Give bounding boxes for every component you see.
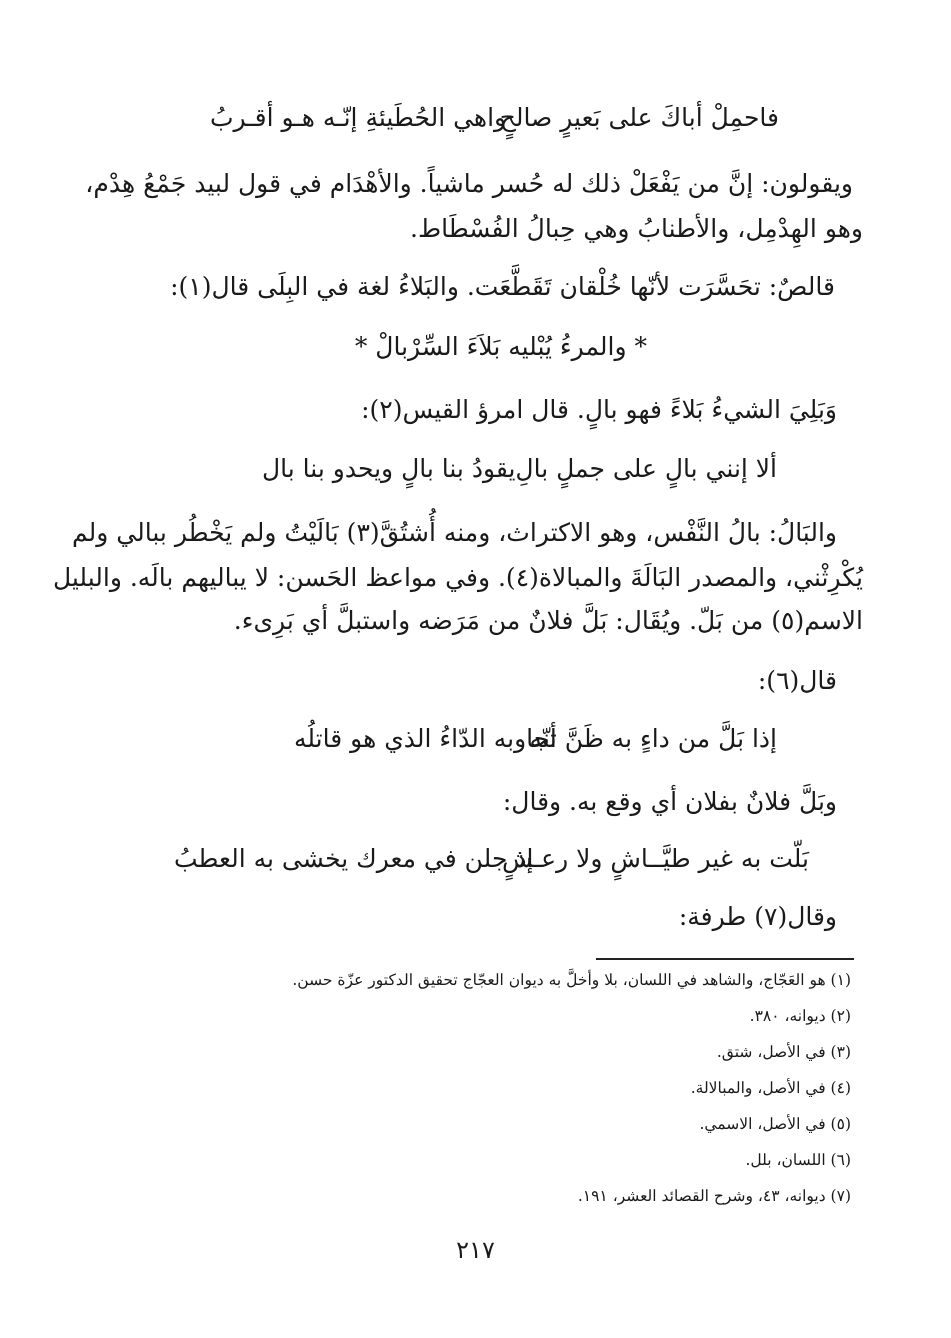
paragraph-line-5: وَبَلِيَ الشيءُ بَلاءً فهو بالٍ. قال امرؤ القيس(٢): (361, 395, 837, 424)
paragraph-line-3: قالصٌ: تحَسَّرَت لأنّها خُلْقان تَقَطَّعَت. والبَلاءُ لغة في البِلَى قال(١): (170, 272, 835, 301)
paragraph-line-10: وبَلَّ فلانٌ بفلان أي وقع به. وقال: (502, 787, 837, 816)
rajaz-verse: * والمرءُ يُبْليه بَلاَءَ السِّرْبالْ * (354, 332, 647, 361)
paragraph-line-9: قال(٦): (757, 666, 837, 695)
verse-3-first-hemistich: إذا بَلَّ من داءٍ به ظَنَّ أنّه (529, 724, 777, 753)
paragraph-line-11: وقال(٧) طرفة: (678, 902, 837, 931)
verse-4-second-hemistich: إذ جلن في معرك يخشى به العطبُ (174, 844, 534, 873)
verse-1-first-hemistich: فاحمِلْ أباكَ على بَعيرٍ صالحٍ (499, 103, 779, 132)
footnote-separator (596, 958, 854, 960)
paragraph-line-6: والبَالُ: بالُ النَّفْس، وهو الاكتراث، ومنه أُشتُقَّ(٣) بَالَيْتُ ولم يَخْطُر ببالي ولم (72, 518, 837, 547)
footnote-5: (٥) في الأصل، الاسمي. (699, 1115, 851, 1133)
verse-2-second-hemistich: يقودُ بنا بالٍ ويحدو بنا بال (262, 454, 516, 483)
footnote-4: (٤) في الأصل، والمبالالة. (690, 1079, 851, 1097)
footnote-7: (٧) ديوانه، ٤٣، وشرح القصائد العشر، ١٩١. (577, 1187, 851, 1205)
paragraph-line-1: ويقولون: إنَّ من يَفْعَلْ ذلك له حُسر ماشياً. والأهْدَام في قول لبيد جَمْعُ هِدْم، (85, 169, 853, 198)
footnote-3: (٣) في الأصل، شتق. (716, 1043, 851, 1061)
verse-1-second-hemistich: واهي الحُطَيئةِ إنّـه هـو أقـربُ (210, 103, 507, 132)
verse-4-first-hemistich: بَلّت به غير طيَّــاشٍ ولا رعـشٍ (501, 844, 809, 873)
verse-3-second-hemistich: تجاوبه الدّاءُ الذي هو قاتلُه (294, 724, 557, 753)
footnote-1: (١) هو العَجّاج، والشاهد في اللسان، بلا وأخلَّ به ديوان العجّاج تحقيق الدكتور عزّة حسن. (292, 971, 851, 989)
paragraph-line-7: يُكْرِثْني، والمصدر البَالَةَ والمبالاة(٤). وفي مواعظ الحَسن: لا يباليهم بالَه. والبليل (52, 563, 863, 592)
footnote-6: (٦) اللسان، بلل. (745, 1151, 851, 1169)
paragraph-line-8: الاسم(٥) من بَلّ. ويُقَال: بَلَّ فلانٌ من مَرَضه واستبلَّ أي بَرِىء. (233, 606, 863, 635)
page-number: ٢١٧ (456, 1236, 495, 1264)
footnote-2: (٢) ديوانه، ٣٨٠. (749, 1007, 851, 1025)
paragraph-line-2: وهو الهِدْمِل، والأطنابُ وهي حِبالُ الفُسْطَاط. (410, 214, 863, 243)
verse-2-first-hemistich: ألا إنني بالٍ على جملٍ بالِ (515, 454, 777, 483)
